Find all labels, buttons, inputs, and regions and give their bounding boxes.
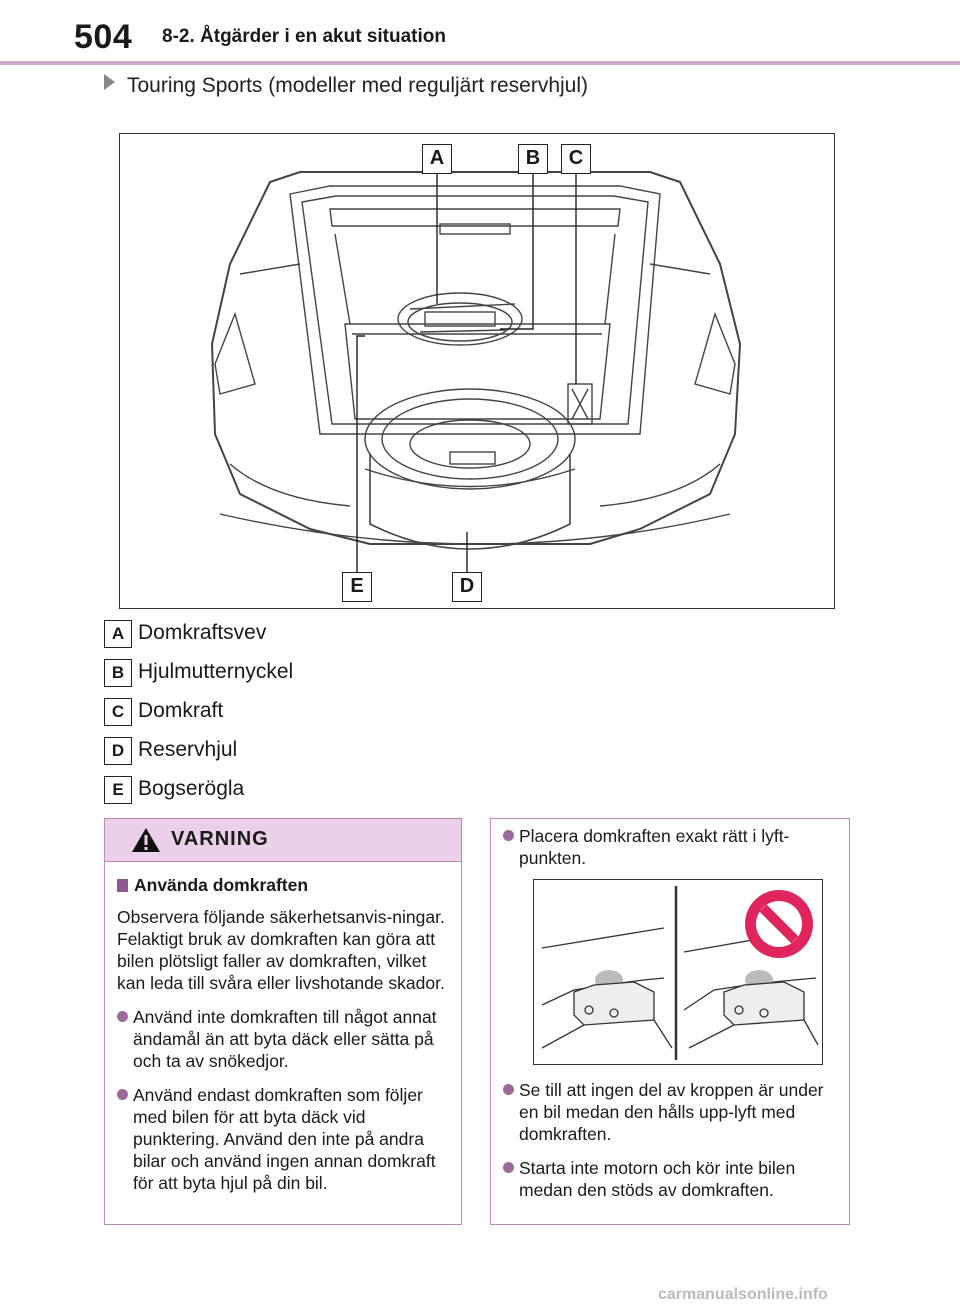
warning-bullet: [503, 1079, 837, 1145]
footer-url: carmanualsonline.info: [658, 1286, 828, 1303]
warning-bullet: [503, 1157, 837, 1201]
legend-key: D: [104, 737, 132, 765]
circle-bullet-icon: [117, 1089, 128, 1100]
warning-title: VARNING: [171, 828, 269, 850]
legend-key: E: [104, 776, 132, 804]
legend-label: Domkraft: [138, 699, 224, 722]
circle-bullet-icon: [503, 830, 514, 841]
warning-bullet: [503, 825, 837, 869]
callout-a: A: [422, 144, 452, 174]
header-rule: [0, 61, 960, 65]
warning-bullet: [117, 1006, 449, 1072]
warning-triangle-icon: [131, 827, 161, 853]
warning-header: [105, 819, 461, 862]
car-trunk-drawing: [120, 134, 836, 610]
subtitle: [104, 74, 588, 98]
circle-bullet-icon: [503, 1162, 514, 1173]
callout-b: B: [518, 144, 548, 174]
warning-box: [104, 818, 462, 1225]
legend-label: Hjulmutternyckel: [138, 660, 294, 683]
legend-key: B: [104, 659, 132, 687]
warning-bullet-text: Se till att ingen del av kroppen är under en bil medan den hålls upp-lyft med domkraften.: [519, 1080, 824, 1144]
callout-d: D: [452, 572, 482, 602]
legend-label: Domkraftsvev: [138, 621, 267, 644]
warning-bullet: [117, 1084, 449, 1194]
warning-bullet-text: Använd inte domkraften till något annat ändamål än att byta däck eller sätta på och ta av snökedjor.: [133, 1007, 437, 1071]
page-number: 504: [74, 18, 133, 56]
triangle-bullet-icon: [104, 74, 115, 90]
trunk-illustration: [119, 133, 835, 609]
warning-intro: Observera följande säkerhetsanvis-ningar. Felaktigt bruk av domkraften kan göra att bilen plötsligt faller av domkraften, vilket kan leda till svåra eller livshotande skador.: [117, 907, 445, 993]
legend-label: Reservhjul: [138, 738, 238, 761]
subtitle-text: Touring Sports (modeller med reguljärt reservhjul): [127, 74, 589, 97]
jack-placement-illustration: [533, 879, 823, 1065]
warning-subheading-text: Använda domkraften: [134, 875, 309, 895]
callout-c: C: [561, 144, 591, 174]
warning-bullet-text: Placera domkraften exakt rätt i lyft-punkten.: [519, 826, 790, 868]
legend-key: A: [104, 620, 132, 648]
warning-bullet-text: Starta inte motorn och kör inte bilen medan den stöds av domkraften.: [519, 1158, 796, 1200]
warning-subheading: [117, 874, 449, 896]
warning-body: [105, 862, 461, 1194]
legend-key: C: [104, 698, 132, 726]
jack-placement-drawing: [534, 880, 824, 1066]
square-bullet-icon: [117, 879, 128, 892]
section-title: 8-2. Åtgärder i en akut situation: [162, 26, 446, 47]
warning-bullet-text: Använd endast domkraften som följer med bilen för att byta däck vid punktering. Använd den inte på andra bilar och använd ingen annan domkraft för att byta hjul på din bil.: [133, 1085, 436, 1193]
warning-box-continued: [490, 818, 850, 1225]
callout-e: E: [342, 572, 372, 602]
prohibition-icon: [745, 890, 813, 958]
circle-bullet-icon: [503, 1084, 514, 1095]
circle-bullet-icon: [117, 1011, 128, 1022]
legend-label: Bogserögla: [138, 777, 245, 800]
